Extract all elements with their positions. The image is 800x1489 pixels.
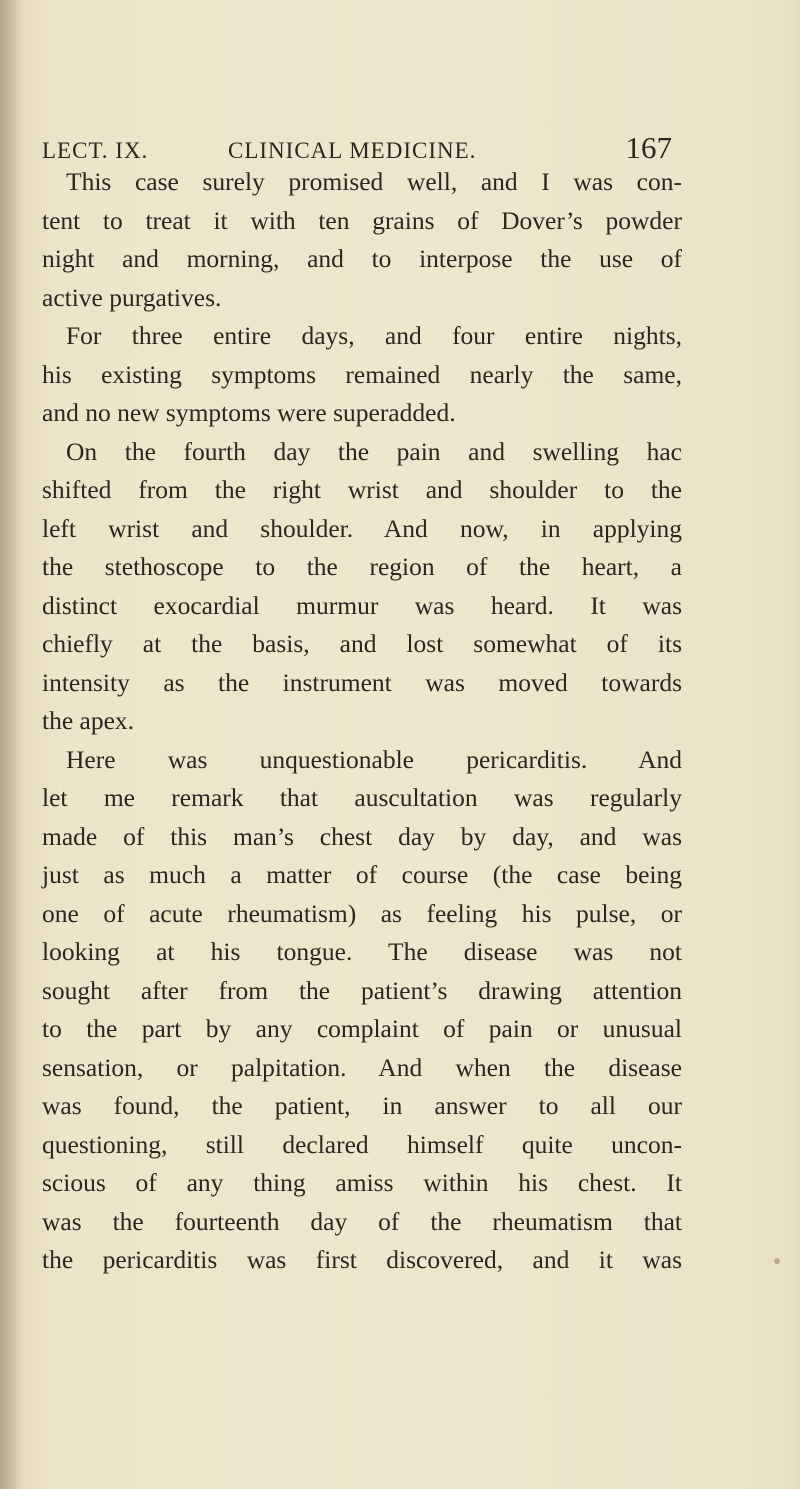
ink-speck: [774, 1258, 780, 1264]
page-number: 167: [625, 130, 672, 165]
text-line: active purgatives.: [42, 282, 222, 312]
text-line: one of acute rheumatism) as feeling his pulse, or: [42, 898, 682, 928]
text-line: just as much a matter of course (the case being: [42, 860, 682, 889]
text-line: let me remark that auscultation was regularly: [42, 783, 682, 812]
text-line: to the part by any complaint of pain or unusual: [42, 1014, 682, 1043]
text-line: intensity as the instrument was moved towards: [42, 667, 682, 697]
text-line: the pericarditis was first discovered, and it was: [42, 1245, 682, 1274]
text-line: chiefly at the basis, and lost somewhat of its: [42, 629, 682, 658]
text-line: was found, the patient, in answer to all our: [42, 1091, 682, 1120]
text-line: sensation, or palpitation. And when the disease: [42, 1052, 682, 1082]
text-line: This case surely promised well, and I was con-: [66, 167, 682, 196]
text-line: shifted from the right wrist and shoulder to the: [42, 475, 682, 504]
text-line: tent to treat it with ten grains of Dover’s powder: [42, 205, 682, 235]
text-line: questioning, still declared himself quite uncon-: [42, 1129, 682, 1159]
lecture-number: LECT. IX.: [42, 138, 149, 163]
text-line: looking at his tongue. The disease was not: [42, 937, 682, 966]
text-line: made of this man’s chest day by day, and was: [42, 821, 682, 851]
text-line: distinct exocardial murmur was heard. It was: [42, 590, 682, 620]
text-line: was the fourteenth day of the rheumatism that: [42, 1206, 682, 1236]
running-title: CLINICAL MEDICINE.: [228, 138, 477, 163]
text-line: and no new symptoms were superadded.: [42, 398, 456, 427]
text-line: night and morning, and to interpose the use of: [42, 244, 682, 273]
text-line: For three entire days, and four entire nights,: [66, 321, 682, 350]
text-line: sought after from the patient’s drawing attention: [42, 975, 682, 1005]
text-line: Here was unquestionable pericarditis. And: [66, 744, 682, 774]
body-text: [42, 163, 682, 1280]
binding-shadow: [0, 0, 22, 1489]
text-line: left wrist and shoulder. And now, in applying: [42, 513, 682, 543]
text-line: On the fourth day the pain and swelling hac: [66, 436, 682, 466]
text-line: the apex.: [42, 706, 135, 735]
text-line: the stethoscope to the region of the heart, a: [42, 552, 682, 581]
text-line: scious of any thing amiss within his chest. It: [42, 1168, 682, 1197]
text-line: his existing symptoms remained nearly the same,: [42, 359, 682, 389]
